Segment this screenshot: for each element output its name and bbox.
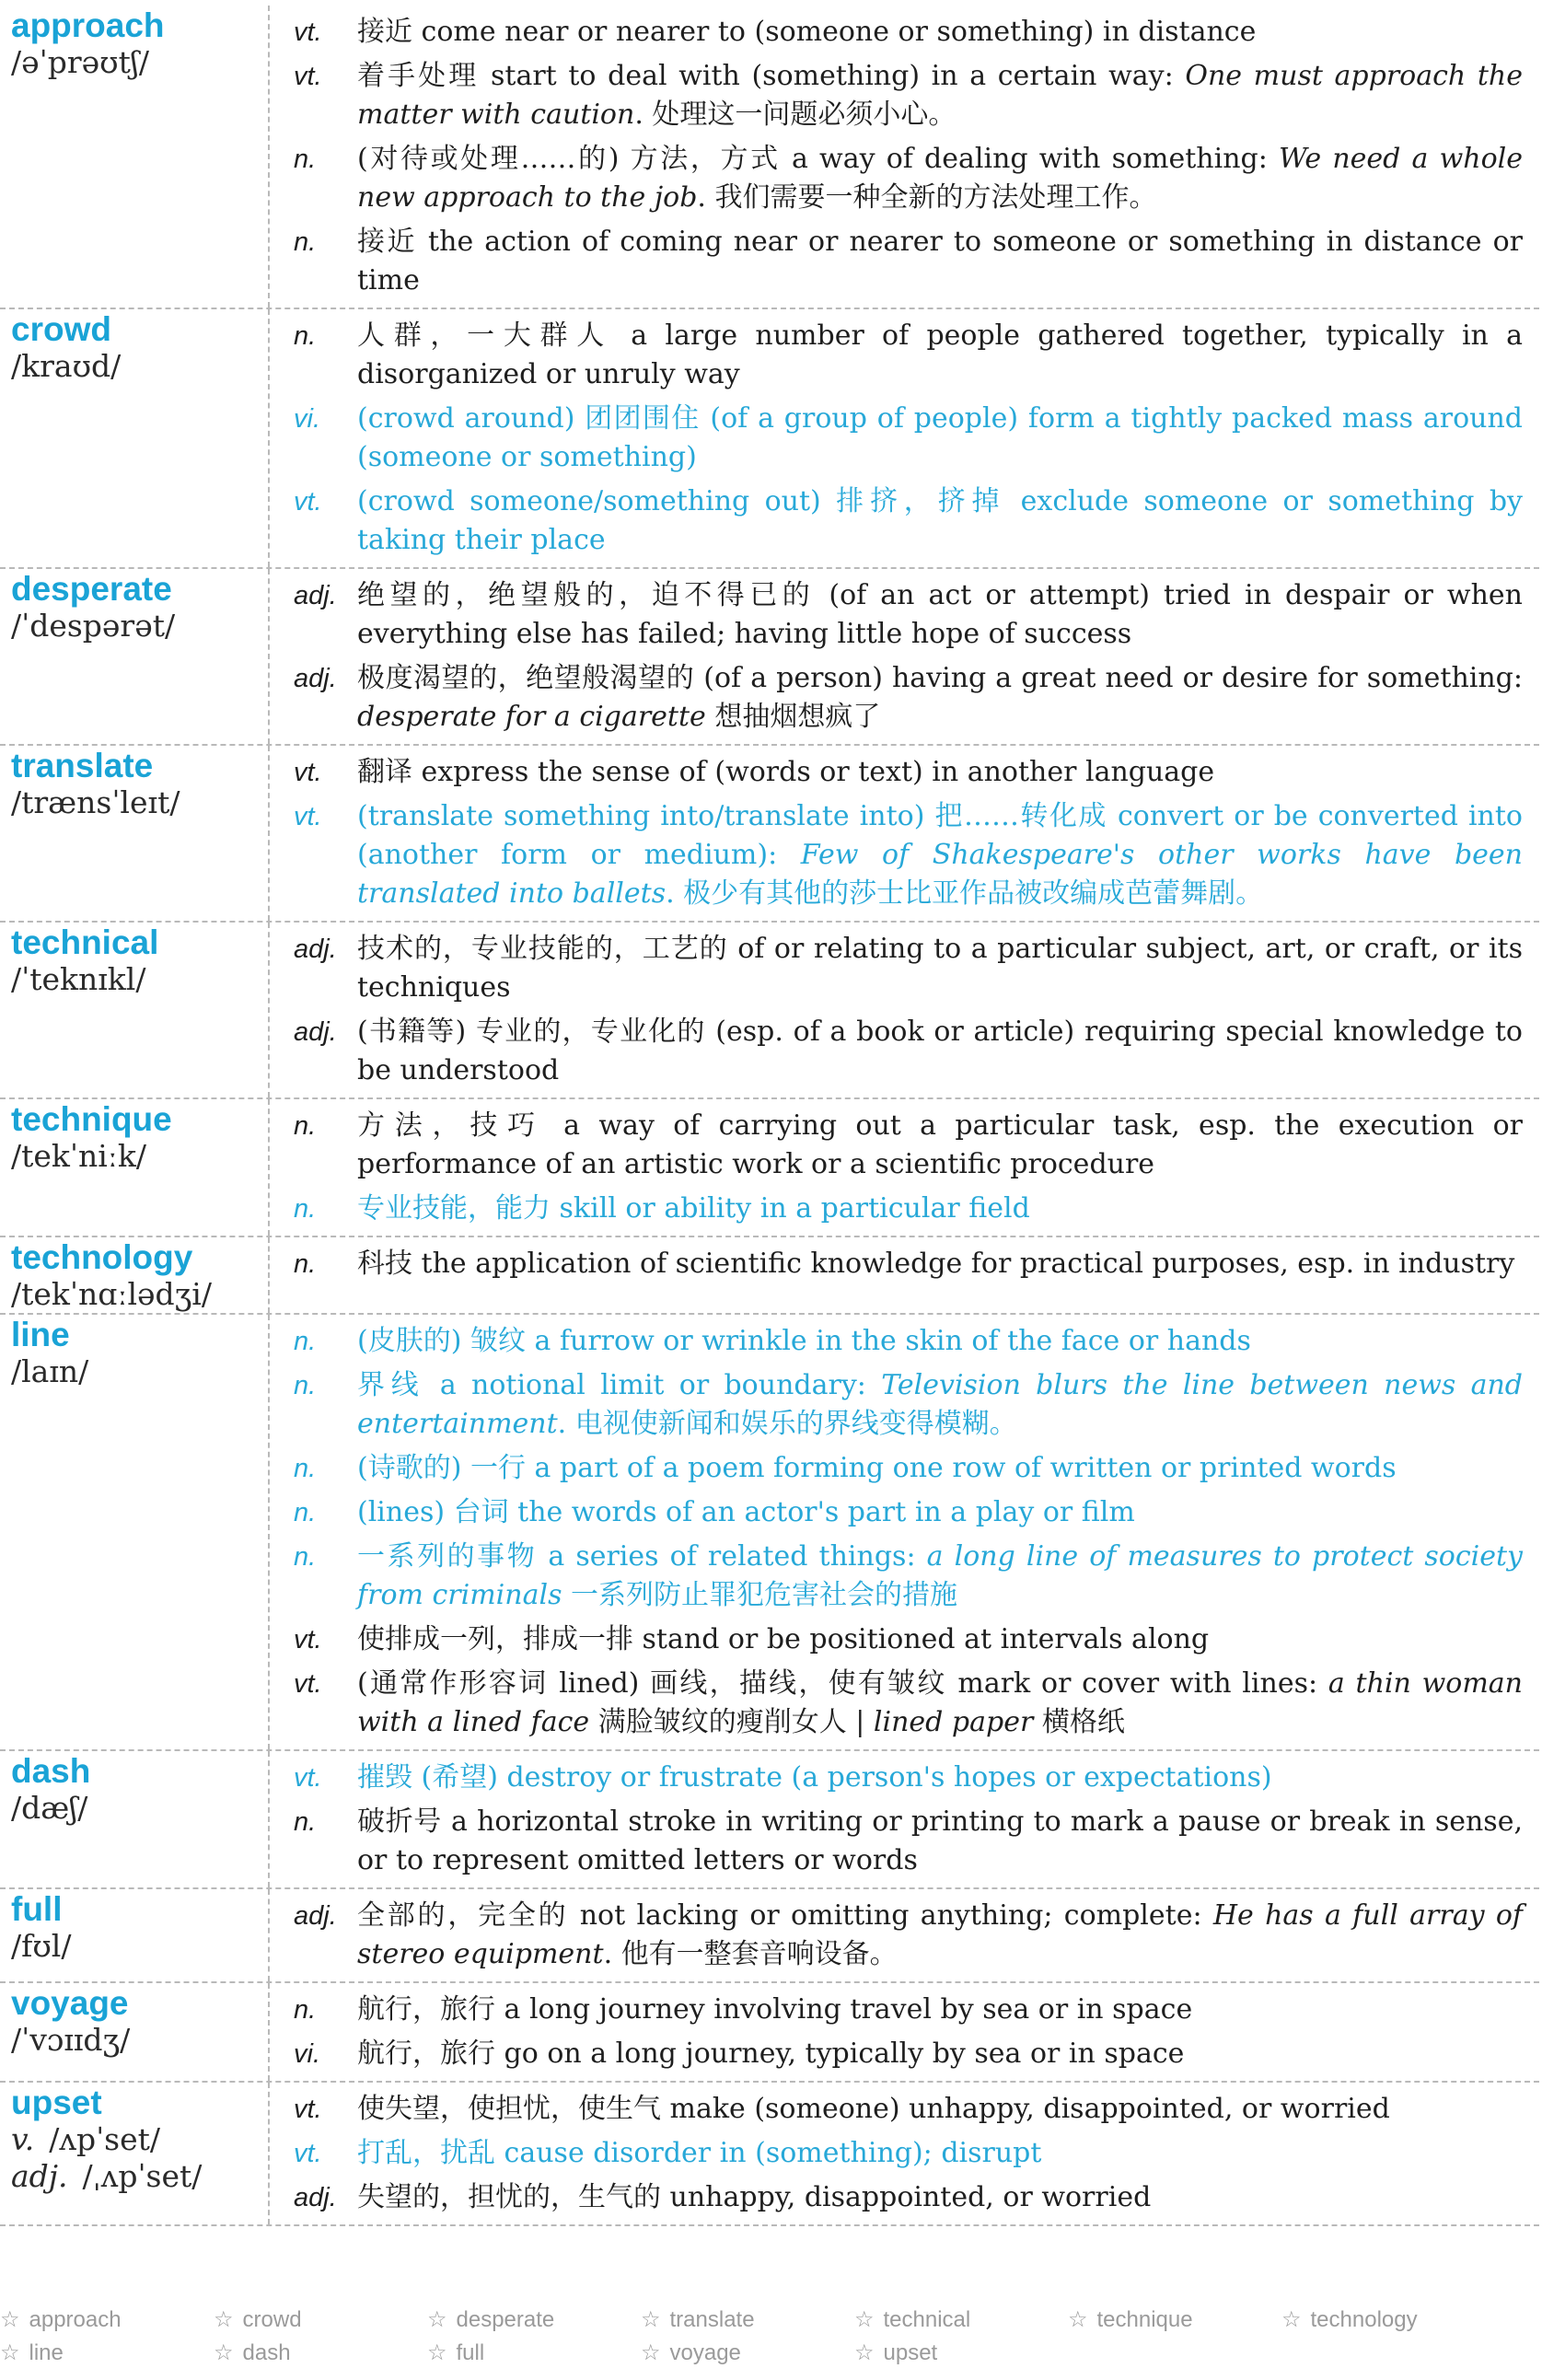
sense — [270, 57, 1523, 134]
sense — [270, 576, 1523, 654]
definition — [357, 1897, 1523, 1974]
definition — [357, 1190, 1523, 1228]
headword: approach — [11, 6, 165, 44]
definition — [357, 659, 1523, 737]
definition — [357, 1013, 1523, 1090]
review-word: upset — [883, 2340, 938, 2365]
definition — [357, 753, 1523, 792]
definition-text: 失望的，担忧的，生气的 unhappy, disappointed, or worried — [357, 2181, 1152, 2213]
entry-voyage — [0, 1983, 1539, 2083]
part-of-speech: n. — [294, 1371, 317, 1400]
headword-column — [0, 1751, 270, 1887]
definitions-column — [270, 923, 1539, 1097]
part-of-speech: vi. — [294, 404, 320, 434]
definition — [357, 1107, 1523, 1184]
star-icon: ☆ — [1068, 2307, 1088, 2332]
pronunciation: /tekˈnɑːlədʒi/ — [11, 1276, 212, 1312]
definition-text: 接近 come near or nearer to (someone or something) in distance — [357, 16, 1257, 48]
review-item — [427, 2339, 641, 2373]
review-item — [641, 2339, 854, 2373]
headword: technical — [11, 923, 159, 961]
review-word-list — [0, 2306, 1542, 2380]
definition — [357, 223, 1523, 300]
definition — [357, 930, 1523, 1007]
sense — [270, 400, 1523, 477]
definitions-column — [270, 746, 1539, 921]
headword: crowd — [11, 310, 111, 348]
part-of-speech: adj. — [294, 581, 337, 610]
entry-technique — [0, 1099, 1539, 1237]
definition-text: 航行，旅行 a long journey involving travel by sea or in space — [357, 1993, 1193, 2026]
definition — [357, 1759, 1523, 1797]
example-sentence: One must approach the matter with caution — [357, 60, 1523, 131]
sense — [270, 1665, 1523, 1742]
sense — [270, 1897, 1523, 1974]
definition — [357, 57, 1523, 134]
definition — [357, 1322, 1523, 1361]
definition-text: (书籍等) 专业的，专业化的 (esp. of a book or article) requiring special knowledge to be understood — [357, 1016, 1523, 1086]
sense — [270, 930, 1523, 1007]
definition — [357, 576, 1523, 654]
part-of-speech: vt. — [294, 2139, 322, 2168]
star-icon: ☆ — [427, 2307, 447, 2332]
part-of-speech: vt. — [294, 758, 322, 787]
sense — [270, 2035, 1523, 2073]
entry-dash — [0, 1751, 1539, 1889]
definition — [357, 2035, 1523, 2073]
definition — [357, 1991, 1523, 2029]
part-of-speech: n. — [294, 1454, 317, 1483]
definitions-column — [270, 1315, 1539, 1749]
definition-text: 界线 a notional limit or boundary: — [357, 1369, 882, 1401]
sense — [270, 317, 1523, 394]
part-of-speech: adj. — [294, 935, 337, 964]
example-translation: 想抽烟想疯了 — [705, 701, 881, 733]
pronunciation: /fʊl/ — [11, 1928, 72, 1964]
example-translation: 横格纸 — [1033, 1706, 1125, 1738]
review-word: desperate — [456, 2307, 555, 2332]
definition-text: (crowd someone/something out) 排挤，挤掉 exclude someone or something by taking their place — [357, 485, 1523, 556]
part-of-speech: n. — [294, 1995, 317, 2025]
definitions-column — [270, 6, 1539, 308]
part-of-speech: adj. — [294, 1901, 337, 1931]
review-word: translate — [669, 2307, 755, 2332]
definition — [357, 1493, 1523, 1532]
definition-text: (皮肤的) 皱纹 a furrow or wrinkle in the skin of the face or hands — [357, 1325, 1251, 1357]
pronunciation: /kraʊd/ — [11, 348, 122, 384]
headword-column — [0, 6, 270, 308]
definition-text: (诗歌的) 一行 a part of a poem forming one row of written or printed words — [357, 1452, 1397, 1484]
sense — [270, 797, 1523, 913]
review-item — [427, 2306, 641, 2339]
review-word: line — [29, 2340, 64, 2365]
review-item — [0, 2306, 214, 2339]
part-of-speech: n. — [294, 227, 317, 257]
sense — [270, 1322, 1523, 1361]
review-word: technical — [883, 2307, 971, 2332]
sense — [270, 1366, 1523, 1444]
definition — [357, 2134, 1523, 2173]
entry-line — [0, 1315, 1539, 1751]
headword-column — [0, 1315, 270, 1749]
review-item — [214, 2339, 427, 2373]
definition — [357, 2178, 1523, 2217]
sense — [270, 659, 1523, 737]
pronunciation-text: /ʌpˈset/ — [49, 2121, 161, 2157]
star-icon: ☆ — [1281, 2307, 1302, 2332]
pronunciation: /əˈprəʊtʃ/ — [11, 44, 149, 80]
pronunciation — [11, 2121, 268, 2158]
sense — [270, 2134, 1523, 2173]
example-sentence: We need a whole new approach to the job — [357, 143, 1523, 214]
part-of-speech: n. — [294, 145, 317, 174]
headword-column — [0, 746, 270, 921]
part-of-speech: n. — [294, 321, 317, 351]
sense — [270, 1759, 1523, 1797]
definition-text: 摧毁 (希望) destroy or frustrate (a person's hopes or expectations) — [357, 1761, 1272, 1794]
pronunciation: /ˈvɔɪɪdʒ/ — [11, 2022, 131, 2058]
review-word: voyage — [669, 2340, 741, 2365]
example-sentence: He has a full array of stereo equipment — [357, 1899, 1524, 1970]
review-item — [214, 2306, 427, 2339]
review-item — [0, 2339, 214, 2373]
example-translation: 一系列防止罪犯危害社会的措施 — [562, 1579, 958, 1611]
part-of-speech: vt. — [294, 487, 322, 517]
review-grid — [0, 2306, 1542, 2373]
star-icon: ☆ — [0, 2307, 20, 2332]
headword-column — [0, 309, 270, 567]
headword: upset — [11, 2084, 102, 2121]
pronunciation: /laɪn/ — [11, 1353, 89, 1389]
example-sentence: Television blurs the line between news and entertainment — [357, 1369, 1524, 1440]
sense — [270, 140, 1523, 217]
definition-text: 人群，一大群人 a large number of people gathered together, typically in a disorganized or unruly way — [357, 319, 1523, 390]
part-of-speech: adj. — [294, 1017, 337, 1047]
sense — [270, 1803, 1523, 1880]
definitions-column — [270, 1751, 1539, 1887]
definition-text: 打乱，扰乱 cause disorder in (something); disrupt — [357, 2137, 1042, 2169]
example-sentence: desperate for a cigarette — [357, 701, 706, 733]
definition — [357, 1366, 1523, 1444]
headword: dash — [11, 1752, 91, 1790]
review-word: full — [456, 2340, 485, 2365]
headword: desperate — [11, 570, 172, 608]
star-icon: ☆ — [0, 2340, 20, 2365]
definition-text: (translate something into/translate into) 把……转化成 convert or be converted into (another form or medium): — [357, 800, 1523, 871]
review-item — [641, 2306, 854, 2339]
definition — [357, 317, 1523, 394]
sense — [270, 1449, 1523, 1488]
definition — [357, 1449, 1523, 1488]
definition — [357, 797, 1523, 913]
part-of-speech: n. — [294, 1111, 317, 1141]
definition-text: 全部的，完全的 not lacking or omitting anything; complete: — [357, 1899, 1213, 1932]
definition-text: (lines) 台词 the words of an actor's part in a play or film — [357, 1496, 1135, 1528]
pronunciation — [11, 2158, 268, 2195]
part-of-speech: vt. — [294, 2095, 322, 2124]
part-of-speech: n. — [294, 1498, 317, 1527]
definition-text: 破折号 a horizontal stroke in writing or printing to mark a pause or break in sense, or to represent omitted letters or words — [357, 1805, 1523, 1876]
definition-text: 方法，技巧 a way of carrying out a particular task, esp. the execution or performance of an artistic work or a scientific procedure — [357, 1109, 1523, 1180]
headword-column — [0, 1237, 270, 1313]
part-of-speech: n. — [294, 1194, 317, 1224]
definition — [357, 2090, 1523, 2129]
star-icon: ☆ — [854, 2307, 875, 2332]
definition — [357, 13, 1523, 52]
definition — [357, 482, 1523, 560]
review-word: technology — [1310, 2307, 1418, 2332]
sense — [270, 1620, 1523, 1659]
entry-technical — [0, 923, 1539, 1099]
example-sentence: a thin woman with a lined face — [357, 1667, 1523, 1738]
headword: translate — [11, 747, 154, 784]
star-icon: ☆ — [427, 2340, 447, 2365]
part-of-speech: vt. — [294, 1625, 322, 1654]
entry-approach — [0, 6, 1539, 309]
definitions-column — [270, 569, 1539, 744]
definition-text: 翻译 express the sense of (words or text) in another language — [357, 756, 1215, 788]
example-translation: . 我们需要一种全新的方法处理工作。 — [697, 181, 1157, 214]
pronunciation-pos-label: adj. — [11, 2158, 68, 2194]
example-sentence: a long line of measures to protect society from criminals — [357, 1540, 1524, 1611]
star-icon: ☆ — [214, 2307, 234, 2332]
star-icon: ☆ — [854, 2340, 875, 2365]
headword-column — [0, 2083, 270, 2224]
example-translation: . 极少有其他的莎士比亚作品被改编成芭蕾舞剧。 — [666, 877, 1264, 910]
definition-text: 使排成一列，排成一排 stand or be positioned at intervals along — [357, 1623, 1210, 1655]
definition — [357, 400, 1523, 477]
example-translation: . 处理这一问题必须小心。 — [634, 99, 957, 131]
definition-text: 使失望，使担忧，使生气 make (someone) unhappy, disappointed, or worried — [357, 2093, 1390, 2125]
entry-desperate — [0, 569, 1539, 746]
review-item — [854, 2339, 1068, 2373]
sense — [270, 1245, 1523, 1283]
definition-text: 极度渴望的，绝望般渴望的 (of a person) having a great need or desire for something: — [357, 662, 1523, 694]
sense — [270, 753, 1523, 792]
part-of-speech: vi. — [294, 2039, 320, 2069]
pronunciation: /dæʃ/ — [11, 1790, 88, 1826]
example-translation: . 他有一整套音响设备。 — [603, 1938, 898, 1970]
definitions-column — [270, 309, 1539, 567]
definition-text: 技术的，专业技能的，工艺的 of or relating to a particular subject, art, or craft, or its techniques — [357, 933, 1523, 1004]
definition-text: (crowd around) 团团围住 (of a group of people) form a tightly packed mass around (someone or something) — [357, 402, 1523, 473]
star-icon: ☆ — [214, 2340, 234, 2365]
example-translation: 满脸皱纹的瘦削女人 | — [589, 1706, 874, 1738]
definition — [357, 1538, 1523, 1615]
sense — [270, 2178, 1523, 2217]
definitions-column — [270, 1983, 1539, 2081]
example-translation: . 电视使新闻和娱乐的界线变得模糊。 — [557, 1408, 1017, 1440]
definition — [357, 1665, 1523, 1742]
star-icon: ☆ — [641, 2307, 661, 2332]
headword: technique — [11, 1100, 172, 1138]
definition-text: 一系列的事物 a series of related things: — [357, 1540, 927, 1573]
part-of-speech: adj. — [294, 2183, 337, 2212]
sense — [270, 2090, 1523, 2129]
headword: full — [11, 1890, 63, 1928]
pronunciation: /ˈdespərət/ — [11, 608, 176, 644]
part-of-speech: n. — [294, 1249, 317, 1279]
headword: technology — [11, 1238, 193, 1276]
part-of-speech: n. — [294, 1542, 317, 1572]
review-word: crowd — [242, 2307, 302, 2332]
review-word: approach — [29, 2307, 122, 2332]
pronunciation: /trænsˈleɪt/ — [11, 784, 180, 820]
sense — [270, 1013, 1523, 1090]
sense — [270, 1107, 1523, 1184]
definition-text: (通常作形容词 lined) 画线，描线，使有皱纹 mark or cover with lines: — [357, 1667, 1328, 1700]
pronunciation-pos-label: v. — [11, 2121, 35, 2157]
part-of-speech: adj. — [294, 664, 337, 693]
review-item — [854, 2306, 1068, 2339]
review-item — [1068, 2306, 1281, 2339]
entry-translate — [0, 746, 1539, 923]
headword-column — [0, 569, 270, 744]
part-of-speech: vt. — [294, 1763, 322, 1793]
definition — [357, 1620, 1523, 1659]
review-item — [1281, 2306, 1495, 2339]
headword: line — [11, 1316, 70, 1353]
definition-text: 专业技能，能力 skill or ability in a particular field — [357, 1192, 1030, 1225]
pronunciation: /tekˈniːk/ — [11, 1138, 147, 1174]
definitions-column — [270, 1889, 1539, 1981]
sense — [270, 223, 1523, 300]
definition — [357, 1245, 1523, 1283]
headword-column — [0, 1099, 270, 1236]
part-of-speech: vt. — [294, 17, 322, 47]
definition — [357, 1803, 1523, 1880]
part-of-speech: vt. — [294, 62, 322, 91]
headword-column — [0, 1983, 270, 2081]
definition-text: 航行，旅行 go on a long journey, typically by sea or in space — [357, 2038, 1185, 2070]
headword-column — [0, 1889, 270, 1981]
entry-crowd — [0, 309, 1539, 569]
definition-text: (对待或处理……的) 方法，方式 a way of dealing with something: — [357, 143, 1280, 175]
pronunciation-text: /ˌʌpˈset/ — [82, 2158, 203, 2194]
pronunciation: /ˈteknɪkl/ — [11, 961, 146, 997]
part-of-speech: n. — [294, 1807, 317, 1837]
example-sentence: Few of Shakespeare's other works have been translated into ballets — [357, 839, 1523, 910]
review-word: technique — [1096, 2307, 1193, 2332]
part-of-speech: vt. — [294, 802, 322, 831]
sense — [270, 13, 1523, 52]
headword-column — [0, 923, 270, 1097]
sense — [270, 1991, 1523, 2029]
definition-text: 科技 the application of scientific knowledge for practical purposes, esp. in industry — [357, 1248, 1515, 1280]
definitions-column — [270, 2083, 1539, 2224]
definition-text: 接近 the action of coming near or nearer to someone or something in distance or time — [357, 226, 1523, 296]
entry-full — [0, 1889, 1539, 1983]
part-of-speech: vt. — [294, 1669, 322, 1699]
review-word: dash — [242, 2340, 291, 2365]
entry-technology — [0, 1237, 1539, 1315]
definition-text: 绝望的，绝望般的，迫不得已的 (of an act or attempt) tried in despair or when everything else has failed; having little hope of success — [357, 579, 1523, 650]
definitions-column — [270, 1099, 1539, 1236]
sense — [270, 1538, 1523, 1615]
definition — [357, 140, 1523, 217]
headword: voyage — [11, 1984, 129, 2022]
definition-text: 着手处理 start to deal with (something) in a certain way: — [357, 60, 1186, 92]
sense — [270, 1190, 1523, 1228]
part-of-speech: n. — [294, 1327, 317, 1356]
example-sentence: lined paper — [873, 1706, 1034, 1738]
sense — [270, 1493, 1523, 1532]
definitions-column — [270, 1237, 1539, 1313]
entry-upset — [0, 2083, 1539, 2226]
sense — [270, 482, 1523, 560]
star-icon: ☆ — [641, 2340, 661, 2365]
